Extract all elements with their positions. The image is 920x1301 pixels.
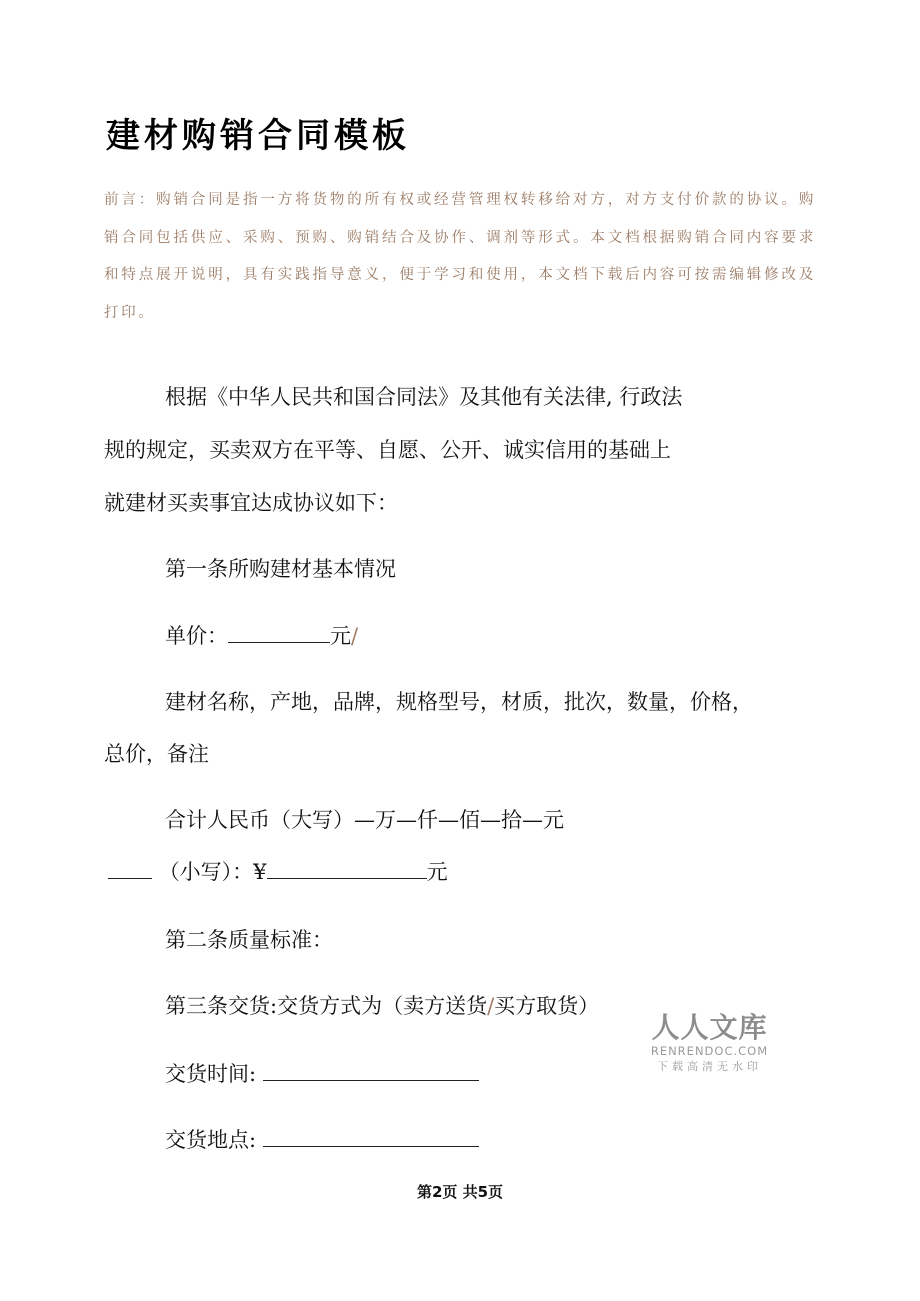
watermark-brand-en: RENRENDOC.COM (650, 1044, 769, 1058)
article3-heading-prefix: 第三条交货:交货方式为（卖方送货 (165, 994, 488, 1018)
delivery-time-row (165, 1058, 479, 1088)
total-upper: 合计人民币（大写）—万—仟—佰—拾—元 (165, 808, 564, 832)
watermark-tagline: 下载高清无水印 (657, 1060, 762, 1073)
preface-paragraph: 前言：购销合同是指一方将货物的所有权或经营管理权转移给对方，对方支付价款的协议。购销合同包括供应、采购、预购、购销结合及协作、调剂等形式。本文档根据购销合同内容要求和特点展开说明，具有实践指导意义，便于学习和使用，本文档下载后内容可按需编辑修改及打印。 (104, 192, 816, 321)
fields-line-1: 建材名称，产地，品牌，规格型号，材质，批次，数量，价格， (165, 690, 753, 714)
unit-price-suffix: 元 (330, 624, 351, 648)
article2-heading: 第二条质量标准： (165, 928, 333, 952)
total-lower-row (108, 856, 448, 886)
document-title: 建材购销合同模板 (106, 116, 410, 156)
watermark (647, 1012, 772, 1075)
total-lower-suffix: 元 (426, 860, 448, 884)
article3-heading (165, 990, 599, 1020)
delivery-time-label: 交货时间: (165, 1062, 257, 1086)
intro-line-1: 根据《中华人民共和国合同法》及其他有关法律, 行政法 (165, 385, 683, 409)
delivery-time-blank[interactable] (263, 1062, 479, 1081)
article3-heading-slash: / (487, 994, 495, 1018)
intro-line-3: 就建材买卖事宜达成协议如下： (104, 491, 398, 515)
fields-line-2: 总价，备注 (104, 742, 209, 766)
article1-heading: 第一条所购建材基本情况 (165, 557, 396, 581)
total-lower-label: （小写）：¥ (158, 860, 267, 884)
unit-price-label: 单价： (165, 624, 228, 648)
intro-line-2: 规的规定，买卖双方在平等、自愿、公开、诚实信用的基础上 (104, 438, 671, 462)
delivery-place-label: 交货地点: (165, 1128, 257, 1152)
total-lower-lead-blank[interactable] (108, 860, 152, 879)
delivery-place-blank[interactable] (263, 1128, 479, 1147)
total-lower-blank[interactable] (267, 860, 427, 879)
watermark-brand-cn: 人人文库 (651, 1011, 768, 1044)
article3-heading-suffix: 买方取货） (494, 994, 600, 1018)
unit-price-blank[interactable] (228, 624, 330, 643)
unit-price-row (165, 620, 358, 650)
unit-price-slash: / (351, 624, 359, 648)
page-indicator: 第2页 共5页 (416, 1183, 504, 1201)
delivery-place-row (165, 1124, 479, 1154)
